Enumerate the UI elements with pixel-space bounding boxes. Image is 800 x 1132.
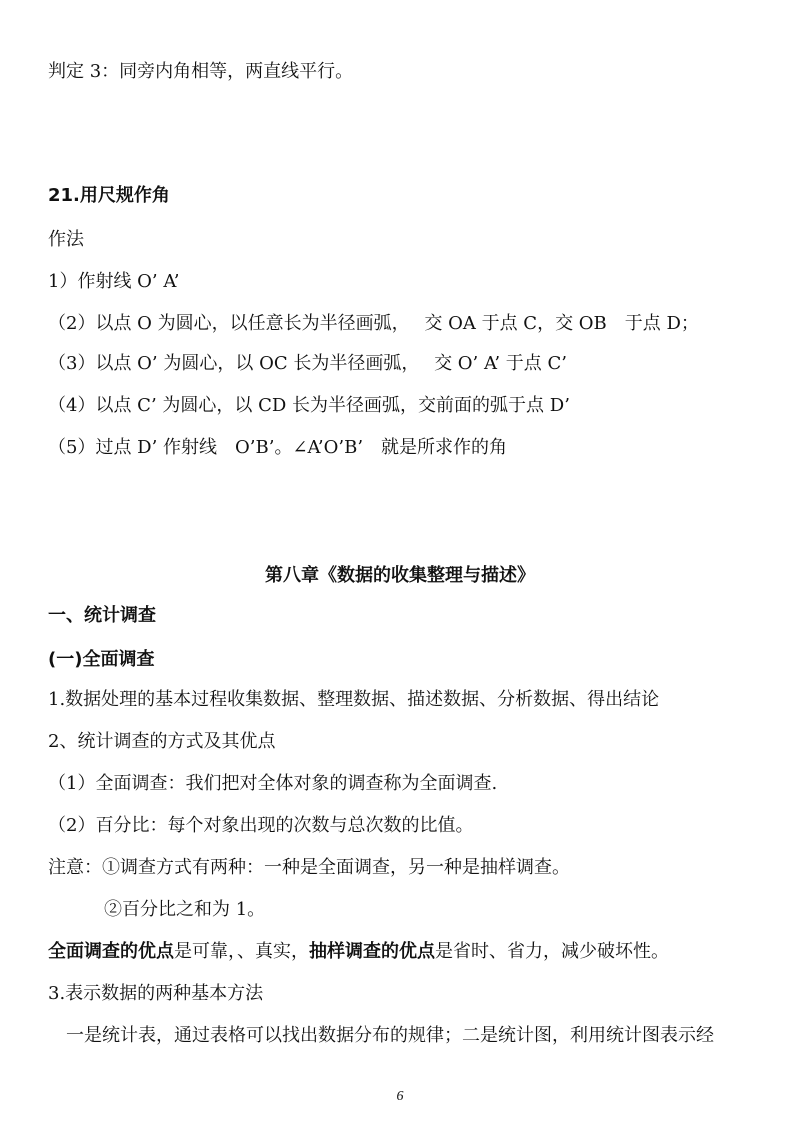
page-number: 6 — [396, 1089, 404, 1104]
sample-survey-advantage-label: 抽样调查的优点 — [309, 941, 435, 962]
sample-survey-advantage-text: 是省时、省力，减少破坏性。 — [435, 941, 669, 962]
rule-3-text: 判定 3：同旁内角相等，两直线平行。 — [48, 61, 354, 82]
chapter-8-title: 第八章《数据的收集整理与描述》 — [265, 565, 535, 586]
step-4: （4）以点 C’ 为圆心，以 CD 长为半径画弧，交前面的弧于点 D’ — [48, 395, 570, 416]
full-survey-advantage-text: 是可靠，、真实， — [174, 941, 309, 962]
item-2-2: （2）百分比：每个对象出现的次数与总次数的比值。 — [48, 815, 474, 836]
full-survey-advantage-label: 全面调查的优点 — [48, 941, 174, 962]
item-3-text: 一是统计表，通过表格可以找出数据分布的规律；二是统计图，利用统计图表示经 — [48, 1025, 714, 1046]
step-3: （3）以点 O’ 为圆心，以 OC 长为半径画弧， 交 O’ A’ 于点 C’ — [48, 353, 568, 374]
item-1: 1.数据处理的基本过程收集数据、整理数据、描述数据、分析数据、得出结论 — [48, 689, 660, 710]
note-2: ②百分比之和为 1。 — [104, 899, 266, 920]
note-1: 注意：①调查方式有两种：一种是全面调查，另一种是抽样调查。 — [48, 857, 570, 878]
subsection-full-survey: (一)全面调查 — [48, 649, 155, 670]
item-3: 3.表示数据的两种基本方法 — [48, 983, 264, 1004]
step-1: 1）作射线 O’ A’ — [48, 271, 180, 292]
method-label: 作法 — [48, 229, 84, 250]
step-5: （5）过点 D’ 作射线 O’B’。∠A’O’B’ 就是所求作的角 — [48, 437, 508, 458]
part-1-heading: 一、统计调查 — [48, 605, 156, 626]
advantages-line — [48, 940, 669, 964]
item-2: 2、统计调查的方式及其优点 — [48, 731, 276, 752]
item-2-1: （1）全面调查：我们把对全体对象的调查称为全面调查. — [48, 773, 498, 794]
section-21-title: 21.用尺规作角 — [48, 185, 170, 206]
step-2: （2）以点 O 为圆心，以任意长为半径画弧， 交 OA 于点 C，交 OB 于点 D； — [48, 313, 699, 334]
